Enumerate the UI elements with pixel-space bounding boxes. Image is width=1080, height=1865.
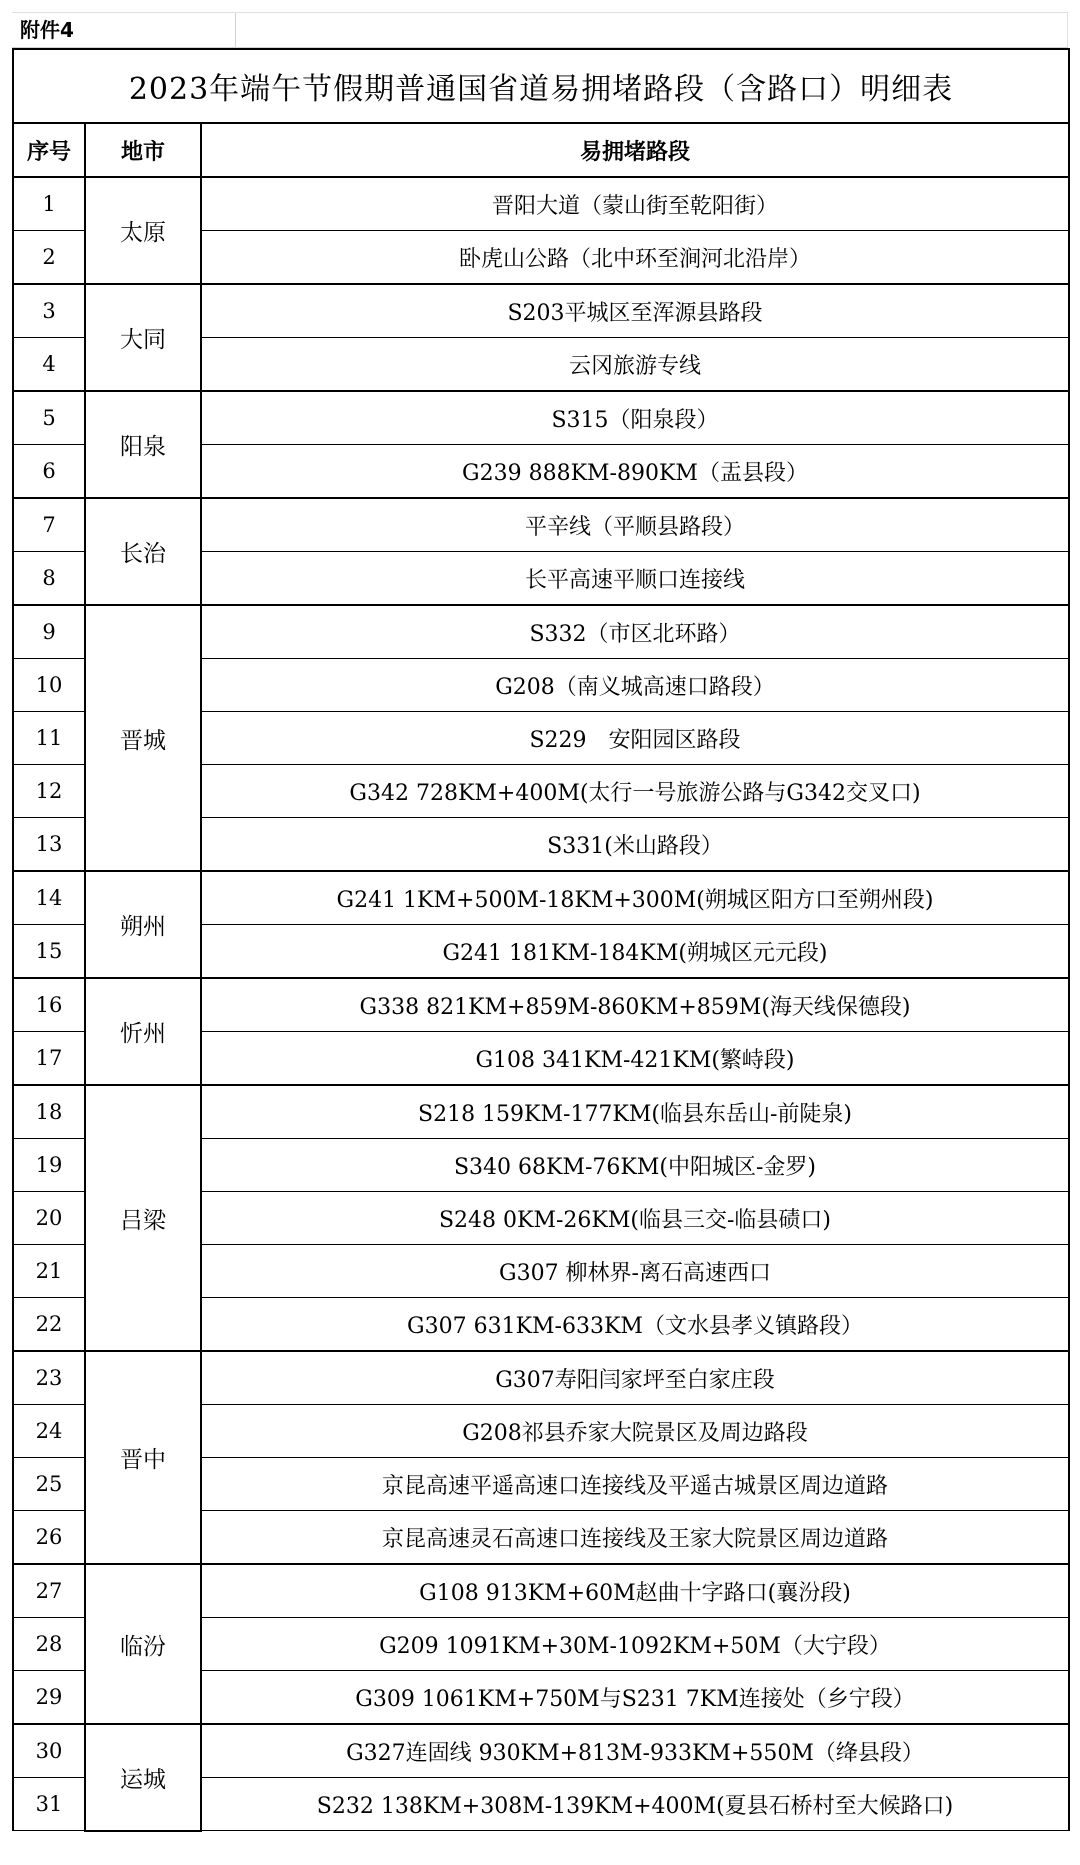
city-cell: 晋城	[85, 605, 201, 871]
attachment-row	[12, 12, 1068, 48]
row-index: 18	[13, 1085, 85, 1139]
road-section: G108 913KM+60M赵曲十字路口(襄汾段)	[201, 1564, 1069, 1618]
table-row	[13, 1085, 1069, 1139]
table-body	[13, 177, 1069, 1831]
row-index: 26	[13, 1511, 85, 1565]
road-section: G307 631KM-633KM（文水县孝义镇路段）	[201, 1298, 1069, 1352]
table-row	[13, 177, 1069, 231]
header-index: 序号	[13, 123, 85, 177]
city-cell: 运城	[85, 1724, 201, 1831]
road-section: S248 0KM-26KM(临县三交-临县碛口)	[201, 1192, 1069, 1245]
row-index: 1	[13, 177, 85, 231]
table-title: 2023年端午节假期普通国省道易拥堵路段（含路口）明细表	[13, 49, 1069, 123]
city-cell: 忻州	[85, 978, 201, 1085]
road-section: G108 341KM-421KM(繁峙段)	[201, 1032, 1069, 1086]
table-row	[13, 284, 1069, 338]
city-cell: 阳泉	[85, 391, 201, 498]
row-index: 5	[13, 391, 85, 445]
table-row	[13, 1564, 1069, 1618]
row-index: 3	[13, 284, 85, 338]
empty-cell	[236, 13, 1068, 47]
city-cell: 临汾	[85, 1564, 201, 1724]
road-section: S203平城区至浑源县路段	[201, 284, 1069, 338]
road-section: G209 1091KM+30M-1092KM+50M（大宁段）	[201, 1618, 1069, 1671]
row-index: 10	[13, 659, 85, 712]
table-row	[13, 391, 1069, 445]
table-row	[13, 1724, 1069, 1778]
road-section: G239 888KM-890KM（盂县段）	[201, 445, 1069, 499]
row-index: 2	[13, 231, 85, 285]
road-section: 长平高速平顺口连接线	[201, 552, 1069, 606]
congestion-table	[12, 48, 1070, 1832]
header-section: 易拥堵路段	[201, 123, 1069, 177]
road-section: G208（南义城高速口路段）	[201, 659, 1069, 712]
table-row	[13, 978, 1069, 1032]
road-section: 京昆高速灵石高速口连接线及王家大院景区周边道路	[201, 1511, 1069, 1565]
road-section: G307寿阳闫家坪至白家庄段	[201, 1351, 1069, 1405]
road-section: 卧虎山公路（北中环至涧河北沿岸）	[201, 231, 1069, 285]
row-index: 29	[13, 1671, 85, 1725]
road-section: S229 安阳园区路段	[201, 712, 1069, 765]
row-index: 31	[13, 1778, 85, 1831]
row-index: 30	[13, 1724, 85, 1778]
spreadsheet	[12, 12, 1068, 1832]
road-section: 晋阳大道（蒙山街至乾阳街）	[201, 177, 1069, 231]
row-index: 20	[13, 1192, 85, 1245]
row-index: 21	[13, 1245, 85, 1298]
road-section: G338 821KM+859M-860KM+859M(海天线保德段)	[201, 978, 1069, 1032]
city-cell: 吕梁	[85, 1085, 201, 1351]
row-index: 17	[13, 1032, 85, 1086]
row-index: 22	[13, 1298, 85, 1352]
road-section: S332（市区北环路）	[201, 605, 1069, 659]
road-section: G309 1061KM+750M与S231 7KM连接处（乡宁段）	[201, 1671, 1069, 1725]
road-section: G307 柳林界-离石高速西口	[201, 1245, 1069, 1298]
road-section: G327连固线 930KM+813M-933KM+550M（绛县段）	[201, 1724, 1069, 1778]
row-index: 9	[13, 605, 85, 659]
road-section: G208祁县乔家大院景区及周边路段	[201, 1405, 1069, 1458]
row-index: 16	[13, 978, 85, 1032]
row-index: 15	[13, 925, 85, 979]
row-index: 28	[13, 1618, 85, 1671]
row-index: 19	[13, 1139, 85, 1192]
header-row	[13, 123, 1069, 177]
row-index: 14	[13, 871, 85, 925]
road-section: G241 181KM-184KM(朔城区元元段)	[201, 925, 1069, 979]
road-section: S232 138KM+308M-139KM+400M(夏县石桥村至大候路口)	[201, 1778, 1069, 1831]
table-row	[13, 871, 1069, 925]
road-section: S331(米山路段）	[201, 818, 1069, 872]
row-index: 6	[13, 445, 85, 499]
header-city: 地市	[85, 123, 201, 177]
row-index: 12	[13, 765, 85, 818]
row-index: 27	[13, 1564, 85, 1618]
road-section: S315（阳泉段）	[201, 391, 1069, 445]
row-index: 24	[13, 1405, 85, 1458]
row-index: 25	[13, 1458, 85, 1511]
row-index: 23	[13, 1351, 85, 1405]
city-cell: 朔州	[85, 871, 201, 978]
row-index: 4	[13, 338, 85, 392]
attachment-label: 附件4	[12, 13, 236, 47]
road-section: 云冈旅游专线	[201, 338, 1069, 392]
road-section: G241 1KM+500M-18KM+300M(朔城区阳方口至朔州段)	[201, 871, 1069, 925]
city-cell: 长治	[85, 498, 201, 605]
row-index: 13	[13, 818, 85, 872]
city-cell: 大同	[85, 284, 201, 391]
row-index: 11	[13, 712, 85, 765]
table-row	[13, 605, 1069, 659]
city-cell: 太原	[85, 177, 201, 284]
road-section: G342 728KM+400M(太行一号旅游公路与G342交叉口)	[201, 765, 1069, 818]
table-row	[13, 1351, 1069, 1405]
city-cell: 晋中	[85, 1351, 201, 1564]
row-index: 7	[13, 498, 85, 552]
road-section: 京昆高速平遥高速口连接线及平遥古城景区周边道路	[201, 1458, 1069, 1511]
table-row	[13, 498, 1069, 552]
row-index: 8	[13, 552, 85, 606]
road-section: S218 159KM-177KM(临县东岳山-前陡泉)	[201, 1085, 1069, 1139]
road-section: 平辛线（平顺县路段）	[201, 498, 1069, 552]
road-section: S340 68KM-76KM(中阳城区-金罗)	[201, 1139, 1069, 1192]
